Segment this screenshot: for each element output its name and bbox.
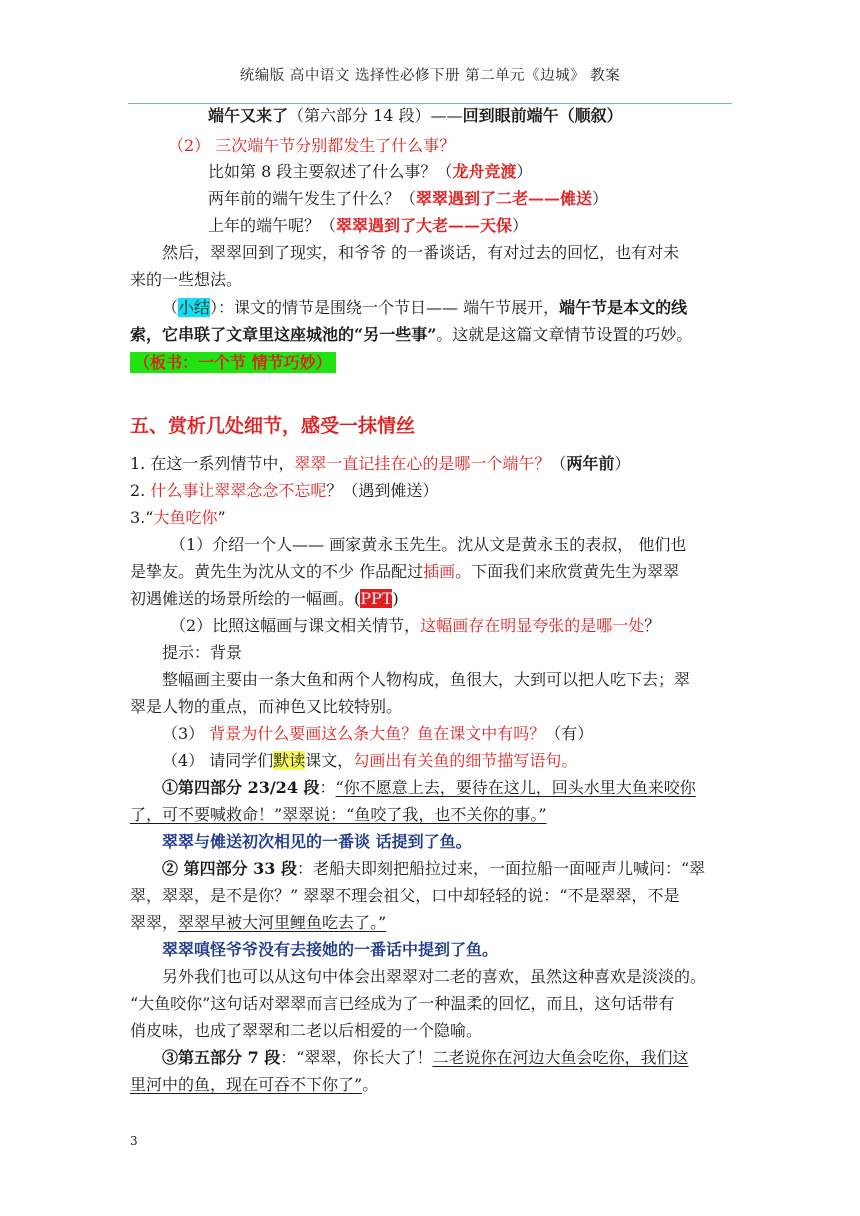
para-analysis-3: 俏皮味，也成了翠翠和二老以后相爱的一个隐喻。 <box>130 1021 483 1040</box>
summary-line: （小结）：课文的情节是围绕一个节日—— 端午节展开，端午节是本文的线 <box>162 298 688 317</box>
quote-2: ② 第四部分 33 段：老船夫即刻把船拉过来，一面拉船一面哑声儿喊问：“翠 <box>162 859 706 878</box>
paragraph-then: 然后，翠翠回到了现实，和爷爷 的一番谈话，有对过去的回忆，也有对未 <box>162 243 680 262</box>
para-hint: 提示：背景 <box>162 643 243 662</box>
question-three-festivals: （2） 三次端午节分别都发生了什么事？ <box>168 136 456 155</box>
para-compare: （2）比照这幅画与课文相关情节，这幅画存在明显夸张的是哪一处？ <box>170 616 661 635</box>
para-painting-desc-2: 翠是人物的重点，而神色又比较特别。 <box>130 697 403 716</box>
paragraph-then-cont: 来的一些想法。 <box>130 270 243 289</box>
quote-2-cont: 翠，翠翠，是不是你？” 翠翠不理会祖父，口中却轻轻的说：“不是翠翠，不是 <box>130 886 680 905</box>
page-number: 3 <box>130 1134 138 1148</box>
note-2: 翠翠嗔怪爷爷没有去接她的一番话中提到了鱼。 <box>162 940 499 959</box>
note-1: 翠翠与傩送初次相见的一番谈 话提到了鱼。 <box>162 832 472 851</box>
page-header: 统编版 高中语文 选择性必修下册 第二单元《边城》 教案 <box>239 68 621 84</box>
line-dragon-boat-return: 端午又来了（第六部分 14 段）——回到眼前端午（顺叙） <box>208 106 623 125</box>
blackboard-note: （板书：一个节 情节巧妙） <box>130 351 740 375</box>
para-why-fish: （3） 背景为什么要画这么条大鱼？鱼在课文中有吗？（有） <box>162 724 594 743</box>
para-intro-painter: （1）介绍一个人—— 画家黄永玉先生。沈从文是黄永玉的表叔， 他们也 <box>170 535 687 554</box>
para-analysis-2: “大鱼咬你”这句话对翠翠而言已经成为了一种温柔的回忆，而且，这句话带有 <box>130 994 675 1013</box>
quote-1: ①第四部分 23/24 段：“你不愿意上去，要待在这儿，回头水里大鱼来咬你 <box>162 778 696 797</box>
summary-line-cont: 索，它串联了文章里这座城池的“另一些事”。这就是这篇文章情节设置的巧妙。 <box>130 325 693 344</box>
quote-3: ③第五部分 7 段：“翠翠，你长大了！二老说你在河边大鱼会吃你，我们这 <box>162 1048 689 1067</box>
para-analysis: 另外我们也可以从这句中体会出翠翠对二老的喜欢，虽然这种喜欢是淡淡的。 <box>162 967 707 986</box>
para-intro-painter-3: 初遇傩送的场景所绘的一幅画。(PPT) <box>130 589 399 608</box>
ppt-tag: PPT <box>360 589 393 608</box>
para-intro-painter-2: 是挚友。黄先生为沈从文的不少 作品配过插画。下面我们来欣赏黄先生为翠翠 <box>130 562 680 581</box>
para-painting-desc: 整幅画主要由一条大鱼和两个人物构成，鱼很大，大到可以把人吃下去；翠 <box>162 670 691 689</box>
para-silent-reading: （4） 请同学们默读课文，勾画出有关鱼的细节描写语句。 <box>162 751 578 770</box>
line-two-years-ago: 两年前的端午发生了什么？（翠翠遇到了二老——傩送） <box>208 189 609 208</box>
quote-2-cont-2: 翠翠，翠翠早被大河里鲤鱼吃去了。” <box>130 913 387 932</box>
question-1: 1. 在这一系列情节中，翠翠一直记挂在心的是哪一个端午？（两年前） <box>130 454 631 473</box>
question-3: 3.“大鱼吃你” <box>130 508 226 527</box>
section-heading-five: 五、赏析几处细节，感受一抹情丝 <box>130 415 416 437</box>
quote-1-cont: 了，可不要喊救命！”翠翠说：“鱼咬了我，也不关你的事。” <box>130 805 547 824</box>
line-last-year: 上年的端午呢？（翠翠遇到了大老——天保） <box>208 216 529 235</box>
line-paragraph-8: 比如第 8 段主要叙述了什么事？（龙舟竞渡） <box>208 162 533 181</box>
summary-label: 小结 <box>178 298 211 317</box>
question-2: 2. 什么事让翠翠念念不忘呢？（遇到傩送） <box>130 481 439 500</box>
quote-3-cont: 里河中的鱼，现在可吞不下你了”。 <box>130 1075 379 1094</box>
